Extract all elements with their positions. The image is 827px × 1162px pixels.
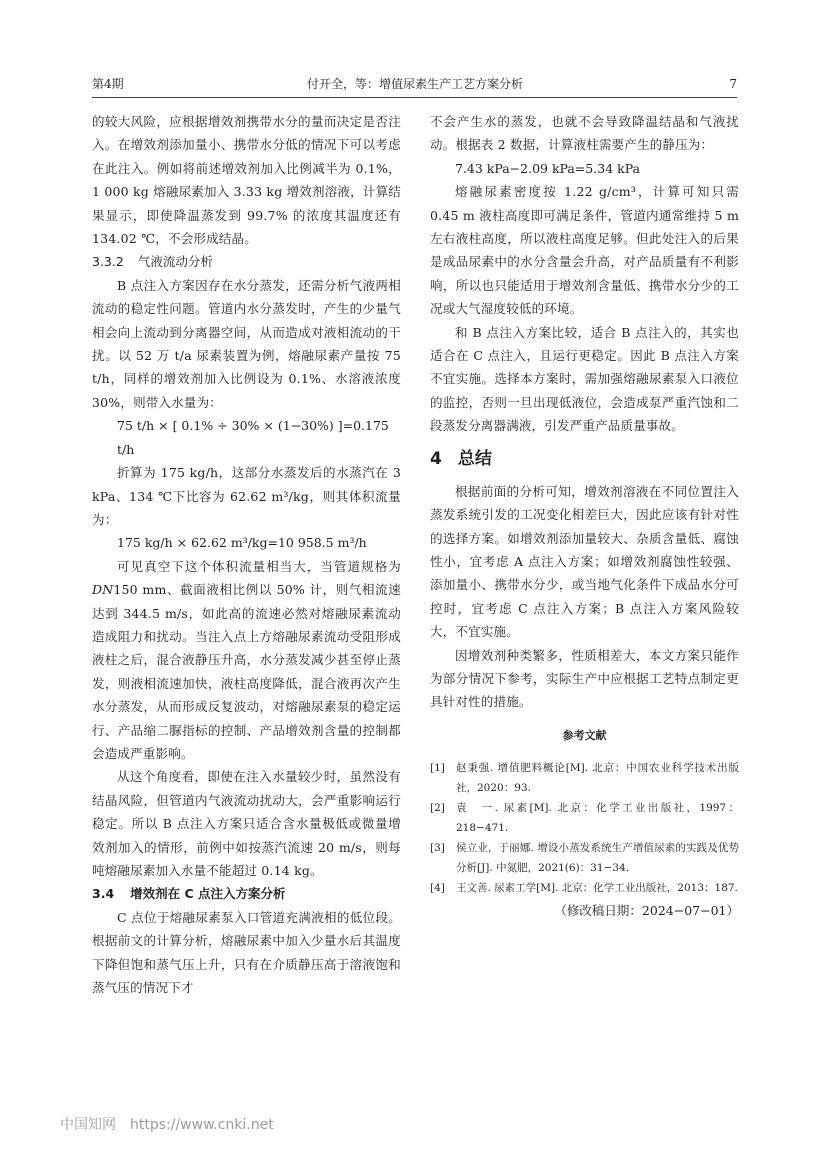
section-number: 3.4 <box>92 886 115 902</box>
reference-item <box>430 758 739 798</box>
reference-text: 赵秉强. 增值肥料概论[M]. 北京：中国农业科学技术出版社，2020：93. <box>456 761 739 794</box>
paragraph: 从这个角度看，即使在注入水量较少时，虽然没有结晶风险，但管道内气液流动扰动大，会严重影响运行稳定。所以 B 点注入方案只适合含水量极低或微量增效剂加入的情形，前例中如按蒸汽流速 20 m/s，则每吨熔融尿素加入水量不能超过 0.14 kg。 <box>92 769 401 878</box>
revised-date: （修改稿日期：2024−07−01） <box>554 902 739 918</box>
text-run: 可见真空下这个体积流量相当大，当管道规格为 <box>117 558 401 574</box>
paragraph: 和 B 点注入方案比较，适合 B 点注入的，其实也适合在 C 点注入，且运行更稳定。因此 B 点注入方案不宜实施。选择本方案时，需加强熔融尿素泵入口液位的监控，否则一旦出现低液位，会造成泵严重汽蚀和二段蒸发分离器满液，引发严重产品质量事故。 <box>430 324 739 434</box>
section-heading-4 <box>430 446 739 472</box>
section-number: 3.3.2 <box>92 254 124 270</box>
header-rule <box>92 97 737 98</box>
page-number: 7 <box>729 77 737 91</box>
left-column <box>92 110 401 999</box>
section-number: 4 <box>430 448 442 469</box>
paragraph: 因增效剂种类繁多，性质相差大，本文方案只能作为部分情况下参考，实际生产中应根据工艺特点制定更具针对性的措施。 <box>430 647 739 710</box>
cnki-url: https://www.cnki.net <box>130 1117 274 1133</box>
equation: 175 kg/h × 62.62 m³/kg=10 958.5 m³/h <box>117 535 367 551</box>
equation: 75 t/h × [ 0.1% ÷ 30% × (1−30%) ]=0.175 t/h <box>117 418 389 457</box>
section-title: 增效剂在 C 点注入方案分析 <box>130 886 286 902</box>
reference-text: 侯立业，于丽娜. 增设小蒸发系统生产增值尿素的实践及优势分析[J]. 中氮肥，2021(6)：31−34. <box>456 841 739 874</box>
references-title: 参考文献 <box>562 728 607 742</box>
section-heading-3-3-2 <box>92 250 401 273</box>
paragraph: 的较大风险，应根据增效剂携带水分的量而决定是否注入。在增效剂添加量小、携带水分低的情况下可以考虑在此注入。例如将前述增效剂加入比例减半为 0.1%，1 000 kg 熔融尿素加入 3.33 kg 增效剂溶液，计算结果显示，即使降温蒸发到 99.7% 的浓度其温度还有 134.02 ℃，不会形成结晶。 <box>92 114 401 247</box>
paragraph: 根据前面的分析可知，增效剂溶液在不同位置注入蒸发系统引发的工况变化相差巨大，因此应该有针对性的选择方案。如增效剂添加量较大、杂质含量低、腐蚀性小，宜考虑 A 点注入方案；如增效剂腐蚀性较强、添加量小、携带水分少，或当地气化条件下成品水分可控时，宜考虑 C 点注入方案；B 点注入方案风险较大，不宜实施。 <box>430 483 739 640</box>
paragraph: 折算为 175 kg/h，这部分水蒸发后的水蒸汽在 3 kPa、134 ℃下比容为 62.62 m³/kg，则其体积流量为： <box>92 465 401 527</box>
reference-number: [1] <box>430 761 445 774</box>
text-run-italic: DN <box>92 582 114 598</box>
paragraph: C 点位于熔融尿素泵入口管道充满液相的低位段。根据前文的计算分析，熔融尿素中加入少量水后其温度下降但饱和蒸气压上升，只有在介质静压高于溶液饱和蒸气压的情况下才 <box>92 909 401 996</box>
paragraph: 不会产生水的蒸发，也就不会导致降温结晶和气液扰动。根据表 2 数据，计算液柱需要产生的静压为： <box>430 114 739 153</box>
issue-label: 第4期 <box>92 77 124 91</box>
reference-text: 袁 一. 尿素[M]. 北京：化学工业出版社，1997：218−471. <box>456 801 739 834</box>
equation: 7.43 kPa−2.09 kPa=5.34 kPa <box>455 160 640 176</box>
reference-number: [2] <box>430 801 445 814</box>
right-column <box>430 110 739 922</box>
section-title: 总结 <box>457 448 492 469</box>
reference-number: [3] <box>430 841 445 854</box>
paragraph: B 点注入方案因存在水分蒸发，还需分析气液两相流动的稳定性问题。管道内水分蒸发时，产生的少量气相会向上流动到分离器空间，从而造成对液相流动的干扰。以 52 万 t/a 尿素装置为例，熔融尿素产量按 75 t/h，同样的增效剂加入比例设为 0.1%、水溶液浓度 30%，则带入水量为： <box>92 277 401 410</box>
reference-text: 王文善. 尿素工学[M]. 北京：化学工业出版社，2013：187. <box>456 881 738 894</box>
section-heading-3-4 <box>92 882 401 905</box>
text-run: 150 mm、截面液相比例以 50% 计，则气相流速达到 344.5 m/s，如此高的流速必然对熔融尿素流动造成阻力和扰动。当注入点上方熔融尿素流动受阻形成液柱之后，混合液静压升高，水分蒸发减少甚至停止蒸发，则液相流速加快，液柱高度降低，混合液再次产生水分蒸发，从而形成反复波动，对熔融尿素泵的稳定运行、产品缩二脲指标的控制、产品增效剂含量的控制都会造成严重影响。 <box>92 582 401 761</box>
reference-item <box>430 838 739 878</box>
reference-item <box>430 798 739 838</box>
paragraph: 熔融尿素密度按 1.22 g/cm³，计算可知只需 0.45 m 液柱高度即可满足条件，管道内通常维持 5 m 左右液柱高度，所以液柱高度足够。但此处注入的后果是成品尿素中的水分含量会升高，对产品质量有不利影响，所以也只能适用于增效剂含量低、携带水分少的工况或大气湿度较低的环境。 <box>430 184 739 317</box>
reference-item <box>430 878 739 898</box>
reference-number: [4] <box>430 881 445 894</box>
running-title: 付开全，等：增值尿素生产工艺方案分析 <box>306 77 523 91</box>
cnki-brand: 中国知网 <box>60 1117 116 1133</box>
paragraph <box>92 555 401 766</box>
watermark-footer <box>60 1116 274 1134</box>
section-title: 气液流动分析 <box>137 254 213 270</box>
reference-list <box>430 758 739 898</box>
